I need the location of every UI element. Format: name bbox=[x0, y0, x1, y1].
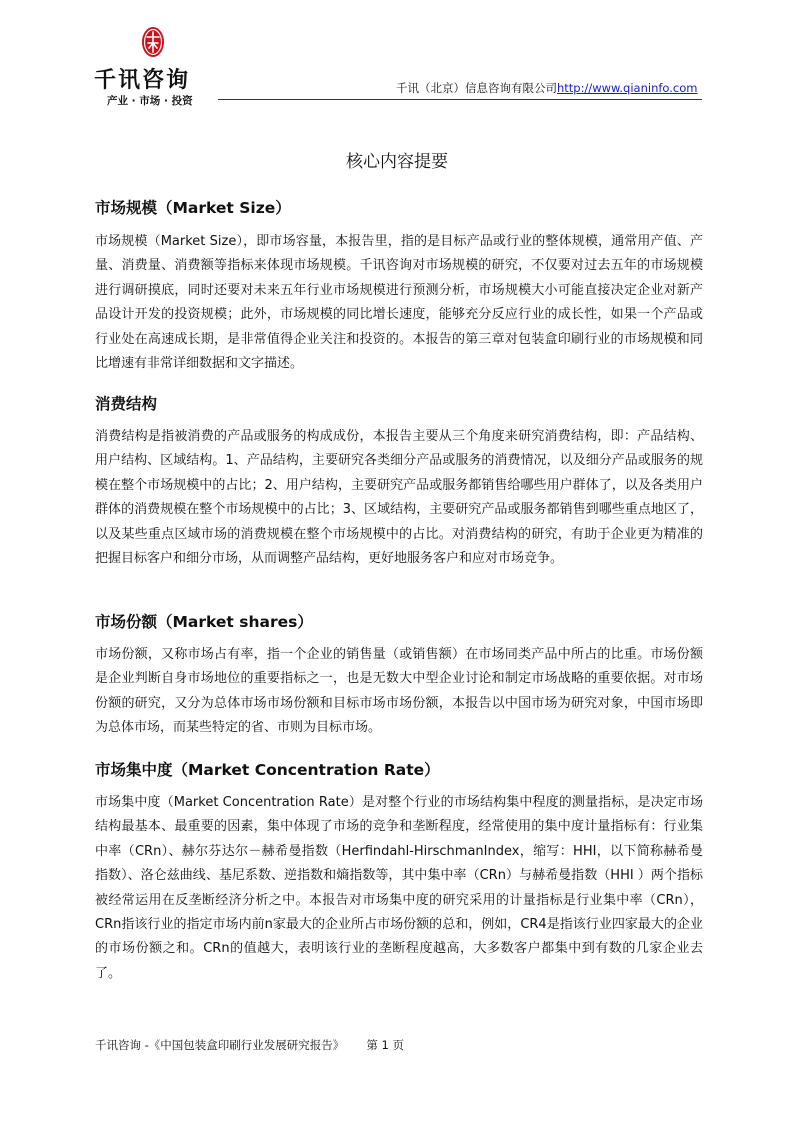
section-body-consumption-structure: 消费结构是指被消费的产品或服务的构成成份，本报告主要从三个角度来研究消费结构，即：产品结构、用户结构、区域结构。1、产品结构，主要研究各类细分产品或服务的消费情况，以及细分产品或服务的规模在整个市场规模中的占比；2、用户结构，主要研究产品或服务都销售给哪些用户群体了，以及各类用户群体的消费规模在整个市场规模中的占比；3、区域结构，主要研究产品或服务都销售到哪些重点地区了，以及某些重点区域市场的消费规模在整个市场规模中的占比。对消费结构的研究，有助于企业更为精准的把握目标客户和细分市场，从而调整产品结构，更好地服务客户和应对市场竞争。 bbox=[95, 429, 703, 567]
section-body-market-concentration: 市场集中度（Market Concentration Rate）是对整个行业的市场结构集中程度的测量指标，是决定市场结构最基本、最重要的因素，集中体现了市场的竞争和垄断程度，经常使用的集中度计量指标有：行业集中率（CRn）、赫尔芬达尔－赫希曼指数（Herfindahl-HirschmanIndex，缩写：HHI，以下简称赫希曼指数）、洛仑兹曲线、基尼系数、逆指数和熵指数等，其中集中率（CRn）与赫希曼指数（HHI ）两个指标被经常运用在反垄断经济分析之中。本报告对市场集中度的研究采用的计量指标是行业集中率（CRn），CRn指该行业的指定市场内前n家最大的企业所占市场份额的总和，例如，CR4是指该行业四家最大的企业的市场份额之和。CRn的值越大，表明该行业的垄断程度越高，大多数客户都集中到有数的几家企业去了。 bbox=[95, 795, 703, 981]
company-website-link[interactable]: http://www.qianinfo.com bbox=[557, 81, 698, 95]
section-heading-market-shares: 市场份额（Market shares） bbox=[95, 613, 313, 631]
logo-seal-icon bbox=[141, 26, 165, 58]
company-name: 千讯（北京）信息咨询有限公司 bbox=[396, 81, 557, 95]
section-heading-consumption-structure: 消费结构 bbox=[95, 395, 158, 413]
page-footer bbox=[95, 1037, 404, 1053]
section-heading-market-size: 市场规模（Market Size） bbox=[95, 199, 291, 217]
section-heading-market-concentration: 市场集中度（Market Concentration Rate） bbox=[95, 761, 440, 779]
page-header bbox=[0, 0, 794, 110]
header-company bbox=[396, 80, 697, 96]
header-divider bbox=[218, 99, 702, 100]
footer-report-title: 千讯咨询 -《中国包装盒印刷行业发展研究报告》 bbox=[95, 1038, 345, 1052]
logo-tagline: 产业 · 市场 · 投资 bbox=[107, 95, 193, 107]
logo-wordmark: 千讯咨询 bbox=[94, 68, 191, 93]
section-body-market-shares: 市场份额，又称市场占有率，指一个企业的销售量（或销售额）在市场同类产品中所占的比重。市场份额是企业判断自身市场地位的重要指标之一，也是无数大中型企业讨论和制定市场战略的重要依据。对市场份额的研究，又分为总体市场市场份额和目标市场市场份额，本报告以中国市场为研究对象，中国市场即为总体市场，而某些特定的省、市则为目标市场。 bbox=[95, 647, 703, 736]
page-title: 核心内容提要 bbox=[346, 152, 448, 172]
section-body-market-size: 市场规模（Market Size），即市场容量，本报告里，指的是目标产品或行业的整体规模，通常用产值、产量、消费量、消费额等指标来体现市场规模。千讯咨询对市场规模的研究，不仅要对过去五年的市场规模进行调研摸底，同时还要对未来五年行业市场规模进行预测分析，市场规模大小可能直接决定企业对新产品设计开发的投资规模；此外，市场规模的同比增长速度，能够充分反应行业的成长性，如果一个产品或行业处在高速成长期，是非常值得企业关注和投资的。本报告的第三章对包装盒印刷行业的市场规模和同比增速有非常详细数据和文字描述。 bbox=[95, 234, 703, 372]
page-number: 第 1 页 bbox=[366, 1038, 404, 1052]
